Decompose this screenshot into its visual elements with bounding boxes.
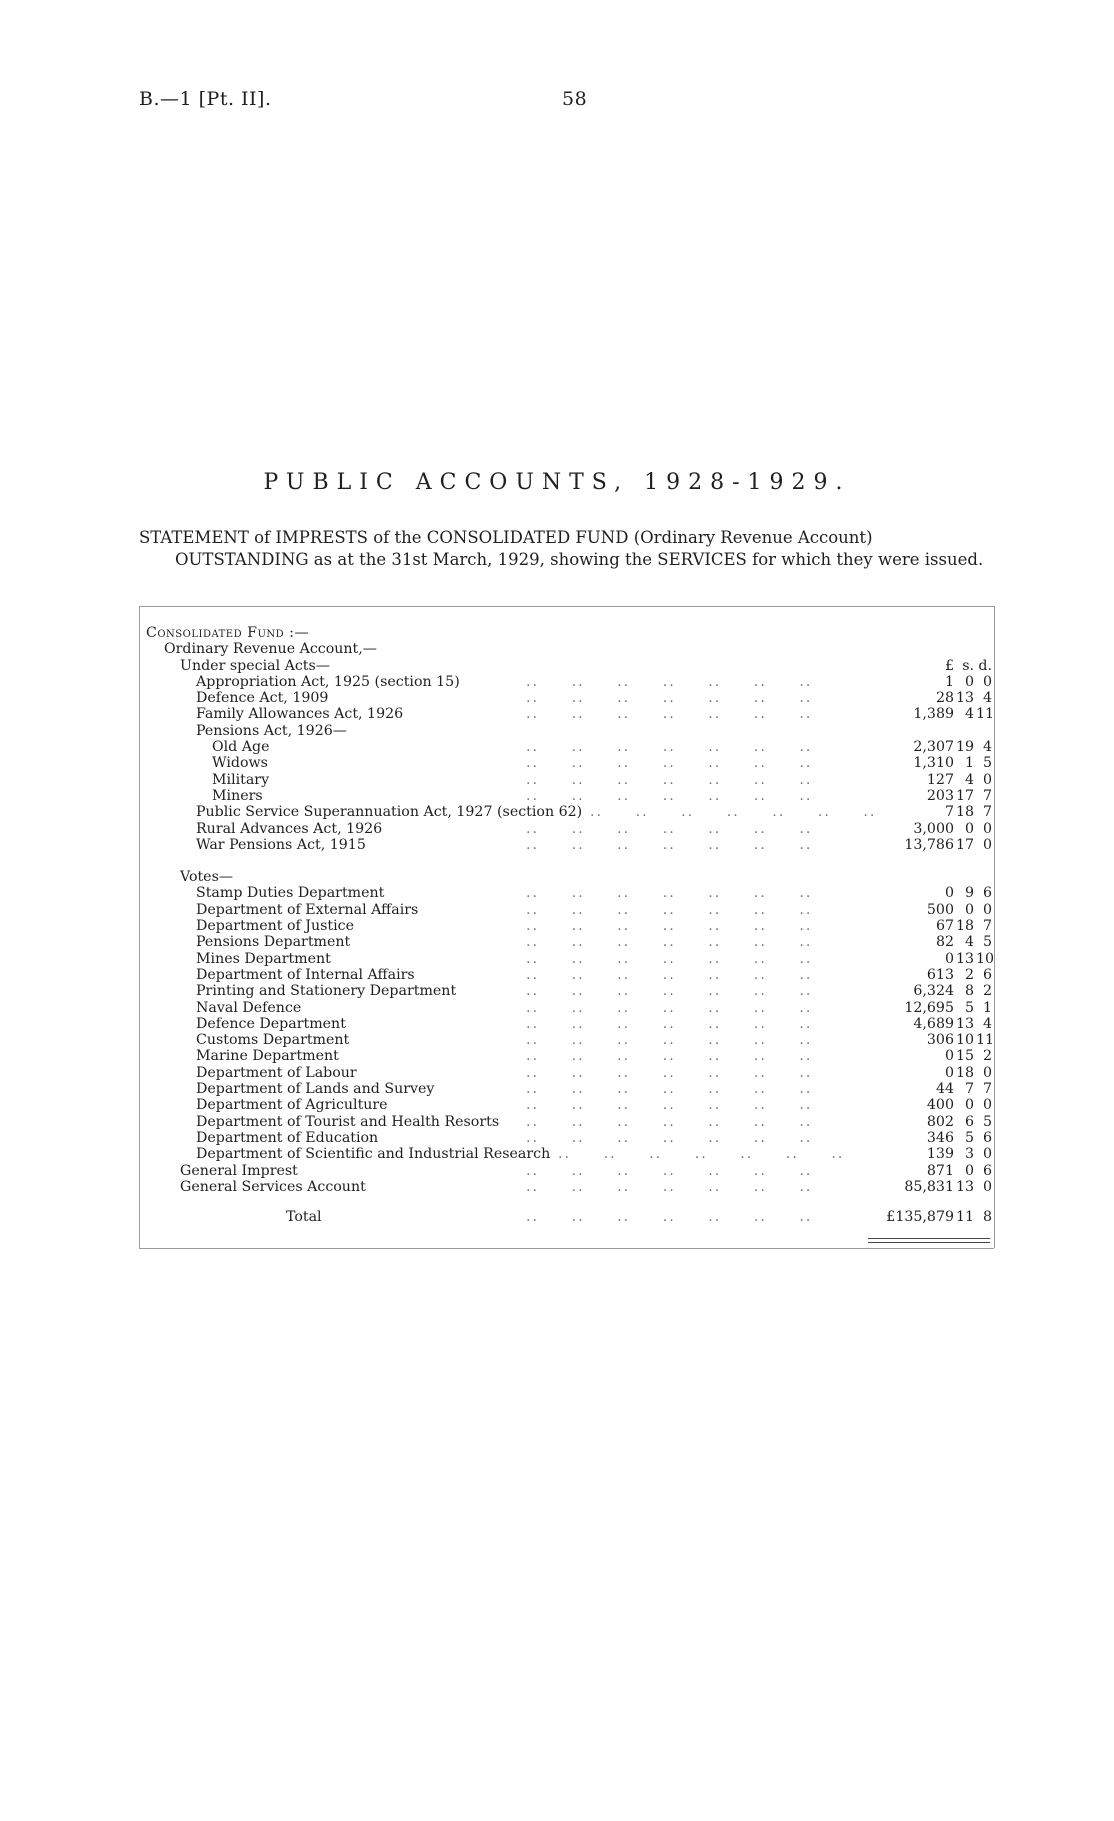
page-number: 58 [562, 88, 588, 110]
table-row [146, 739, 992, 755]
amount-pence: 0 [982, 1178, 992, 1195]
table-row [146, 934, 992, 950]
row-label: Naval Defence [196, 999, 302, 1016]
row-label: Department of Education [196, 1129, 379, 1146]
table-row [146, 1048, 992, 1064]
amount-pence: 6 [982, 966, 992, 983]
amount-pence: 4 [982, 739, 992, 756]
row-label: Stamp Duties Department [196, 885, 385, 902]
amount-pounds: 1,389 [913, 706, 954, 723]
amount-pounds: 85,831 [904, 1178, 954, 1195]
amount-pence: 0 [982, 1064, 992, 1081]
amount-pence: 6 [982, 1129, 992, 1146]
amount-pounds: 7 [944, 804, 954, 821]
row-label: Department of Internal Affairs [196, 966, 415, 983]
row-label: Printing and Stationery Department [196, 983, 457, 1000]
table-row [146, 755, 992, 771]
special-acts-heading: Under special Acts— [180, 657, 330, 674]
row-label: Public Service Superannuation Act, 1927 (section 62) [196, 804, 583, 821]
subsection-heading: Ordinary Revenue Account,— [164, 641, 377, 658]
leader-dots: .. .. .. .. .. .. .. [526, 836, 813, 853]
row-label: Rural Advances Act, 1926 [196, 820, 383, 837]
leader-dots: .. .. .. .. .. .. .. [526, 739, 813, 756]
row-label: Widows [212, 755, 268, 772]
leader-dots: .. .. .. .. .. .. .. [526, 787, 813, 804]
row-label: Department of Justice [196, 918, 354, 935]
amount-shillings: 0 [964, 901, 974, 918]
column-header-shillings: s. [962, 657, 974, 674]
row-label: Pensions Department [196, 934, 351, 951]
leader-dots: .. .. .. .. .. .. .. [526, 999, 813, 1016]
leader-dots: .. .. .. .. .. .. .. [526, 1113, 813, 1130]
leader-dots: .. .. .. .. .. .. .. [558, 1146, 845, 1163]
amount-pence: 4 [982, 1015, 992, 1032]
amount-pence: 0 [982, 673, 992, 690]
amount-shillings: 0 [964, 1162, 974, 1179]
row-label: Appropriation Act, 1925 (section 15) [196, 673, 460, 690]
row-label: War Pensions Act, 1915 [196, 836, 366, 853]
amount-shillings: 8 [964, 983, 974, 1000]
amount-shillings: 1 [964, 755, 974, 772]
leader-dots: .. .. .. .. .. .. .. [526, 690, 813, 707]
table-row [146, 902, 992, 918]
row-label: Department of Scientific and Industrial Research [196, 1146, 551, 1163]
amount-pounds: 613 [926, 966, 954, 983]
amount-pence: 0 [982, 901, 992, 918]
amount-pounds: 306 [926, 1032, 954, 1049]
leader-dots: .. .. .. .. .. .. .. [526, 771, 813, 788]
table-bottom-rule [139, 1248, 994, 1249]
table-row [146, 804, 992, 820]
amount-pence: 0 [982, 771, 992, 788]
row-label: Mines Department [196, 950, 331, 967]
amount-shillings: 4 [964, 934, 974, 951]
leader-dots: .. .. .. .. .. .. .. [526, 755, 813, 772]
section-heading: Consolidated Fund :— [146, 625, 310, 641]
row-label: Department of Labour [196, 1064, 357, 1081]
imprests-table [146, 625, 995, 1226]
amount-pence: 7 [982, 787, 992, 804]
row-label: Department of Tourist and Health Resorts [196, 1113, 500, 1130]
table-row [146, 1065, 992, 1081]
row-label: Customs Department [196, 1032, 350, 1049]
total-double-rule [868, 1238, 990, 1243]
statement-heading [139, 527, 999, 571]
amount-pence: 7 [982, 1081, 992, 1098]
table-row [146, 674, 992, 690]
amount-pence: 10 [976, 950, 995, 967]
leader-dots: .. .. .. .. .. .. .. [526, 1209, 813, 1226]
amount-shillings: 5 [964, 999, 974, 1016]
table-row [146, 983, 992, 999]
table-row [146, 1146, 992, 1162]
table-row [146, 788, 992, 804]
amount-pounds: 1,310 [913, 755, 954, 772]
table-row [146, 885, 992, 901]
table-row [146, 918, 992, 934]
leader-dots: .. .. .. .. .. .. .. [526, 820, 813, 837]
total-row [146, 1209, 992, 1225]
amount-pence: 0 [982, 1097, 992, 1114]
row-label: Department of Agriculture [196, 1097, 388, 1114]
amount-pence: 0 [982, 820, 992, 837]
column-header-pence: d. [978, 657, 992, 674]
leader-dots: .. .. .. .. .. .. .. [526, 1097, 813, 1114]
row-label: Old Age [212, 739, 270, 756]
table-row [146, 1114, 992, 1130]
amount-pence: 2 [982, 983, 992, 1000]
table-top-rule [139, 606, 994, 607]
votes-heading: Votes— [180, 869, 234, 886]
amount-pounds: 2,307 [913, 739, 954, 756]
amount-pounds: 4,689 [913, 1015, 954, 1032]
amount-pence: 1 [982, 999, 992, 1016]
leader-dots: .. .. .. .. .. .. .. [526, 1015, 813, 1032]
leader-dots: .. .. .. .. .. .. .. [526, 934, 813, 951]
amount-pounds: 802 [926, 1113, 954, 1130]
amount-shillings: 4 [964, 706, 974, 723]
table-row [146, 772, 992, 788]
amount-pounds: 3,000 [913, 820, 954, 837]
leader-dots: .. .. .. .. .. .. .. [526, 706, 813, 723]
amount-shillings: 19 [956, 739, 975, 756]
amount-shillings: 13 [956, 950, 975, 967]
total-pounds: £135,879 [886, 1209, 954, 1226]
amount-pence: 11 [976, 1032, 995, 1049]
amount-shillings: 4 [964, 771, 974, 788]
amount-pounds: 203 [926, 787, 954, 804]
amount-pence: 5 [982, 755, 992, 772]
table-row [146, 821, 992, 837]
row-label: Department of External Affairs [196, 901, 419, 918]
table-row [146, 837, 992, 853]
amount-shillings: 15 [956, 1048, 975, 1065]
leader-dots: .. .. .. .. .. .. .. [526, 1048, 813, 1065]
table-row [146, 1081, 992, 1097]
total-shillings: 11 [956, 1209, 975, 1226]
leader-dots: .. .. .. .. .. .. .. [526, 1129, 813, 1146]
amount-pounds: 0 [944, 885, 954, 902]
row-label: Defence Act, 1909 [196, 690, 329, 707]
amount-shillings: 3 [964, 1146, 974, 1163]
table-row [146, 706, 995, 723]
amount-pence: 6 [982, 885, 992, 902]
amount-shillings: 17 [956, 787, 975, 804]
amount-pounds: 0 [944, 1064, 954, 1081]
leader-dots: .. .. .. .. .. .. .. [590, 804, 877, 821]
amount-shillings: 0 [964, 1097, 974, 1114]
amount-shillings: 13 [956, 1178, 975, 1195]
amount-shillings: 0 [964, 673, 974, 690]
amount-pounds: 1 [944, 673, 954, 690]
amount-pounds: 500 [926, 901, 954, 918]
amount-shillings: 7 [964, 1081, 974, 1098]
leader-dots: .. .. .. .. .. .. .. [526, 983, 813, 1000]
amount-pounds: 28 [935, 690, 954, 707]
table-row [146, 690, 992, 706]
amount-pounds: 67 [935, 918, 954, 935]
table-row [146, 967, 992, 983]
row-label: Defence Department [196, 1015, 346, 1032]
row-label: Department of Lands and Survey [196, 1081, 435, 1098]
table-row [146, 1179, 992, 1195]
amount-pounds: 6,324 [913, 983, 954, 1000]
amount-pence: 2 [982, 1048, 992, 1065]
row-label: Military [212, 771, 270, 788]
document-reference: B.—1 [Pt. II]. [139, 88, 272, 110]
amount-shillings: 0 [964, 820, 974, 837]
amount-shillings: 13 [956, 1015, 975, 1032]
amount-shillings: 6 [964, 1113, 974, 1130]
amount-pence: 11 [976, 706, 995, 723]
amount-shillings: 17 [956, 836, 975, 853]
leader-dots: .. .. .. .. .. .. .. [526, 918, 813, 935]
amount-shillings: 18 [956, 918, 975, 935]
amount-pounds: 13,786 [904, 836, 954, 853]
row-label: Marine Department [196, 1048, 339, 1065]
table-row [146, 1016, 992, 1032]
amount-pence: 0 [982, 836, 992, 853]
leader-dots: .. .. .. .. .. .. .. [526, 1032, 813, 1049]
leader-dots: .. .. .. .. .. .. .. [526, 1162, 813, 1179]
amount-pounds: 82 [935, 934, 954, 951]
column-header-pounds: £ [944, 657, 954, 674]
total-label: Total [286, 1209, 322, 1226]
table-row [146, 1097, 992, 1113]
statement-line-2: OUTSTANDING as at the 31st March, 1929, showing the SERVICES for which they were issued. [175, 550, 984, 569]
statement-line-1: STATEMENT of IMPRESTS of the CONSOLIDATED FUND (Ordinary Revenue Account) [139, 528, 873, 547]
table-row [146, 950, 995, 967]
amount-pence: 6 [982, 1162, 992, 1179]
leader-dots: .. .. .. .. .. .. .. [526, 1081, 813, 1098]
leader-dots: .. .. .. .. .. .. .. [526, 1178, 813, 1195]
amount-pounds: 127 [926, 771, 954, 788]
amount-pence: 5 [982, 1113, 992, 1130]
amount-shillings: 18 [956, 804, 975, 821]
amount-shillings: 9 [964, 885, 974, 902]
amount-pounds: 400 [926, 1097, 954, 1114]
row-label: General Services Account [180, 1178, 366, 1195]
amount-shillings: 18 [956, 1064, 975, 1081]
amount-pence: 7 [982, 918, 992, 935]
amount-pence: 0 [982, 1146, 992, 1163]
leader-dots: .. .. .. .. .. .. .. [526, 1064, 813, 1081]
amount-pounds: 12,695 [904, 999, 954, 1016]
leader-dots: .. .. .. .. .. .. .. [526, 950, 813, 967]
amount-shillings: 5 [964, 1129, 974, 1146]
table-row [146, 1000, 992, 1016]
pensions-heading: Pensions Act, 1926— [196, 722, 347, 739]
leader-dots: .. .. .. .. .. .. .. [526, 966, 813, 983]
amount-pence: 5 [982, 934, 992, 951]
table-row [146, 1163, 992, 1179]
amount-shillings: 2 [964, 966, 974, 983]
amount-pounds: 139 [926, 1146, 954, 1163]
table-row [146, 1032, 995, 1049]
leader-dots: .. .. .. .. .. .. .. [526, 901, 813, 918]
amount-pence: 4 [982, 690, 992, 707]
row-label: Family Allowances Act, 1926 [196, 706, 404, 723]
amount-pounds: 0 [944, 950, 954, 967]
amount-pounds: 0 [944, 1048, 954, 1065]
leader-dots: .. .. .. .. .. .. .. [526, 673, 813, 690]
amount-pounds: 871 [926, 1162, 954, 1179]
amount-pence: 7 [982, 804, 992, 821]
amount-pounds: 44 [935, 1081, 954, 1098]
row-label: Miners [212, 787, 263, 804]
leader-dots: .. .. .. .. .. .. .. [526, 885, 813, 902]
amount-pounds: 346 [926, 1129, 954, 1146]
row-label: General Imprest [180, 1162, 298, 1179]
page-title: PUBLIC ACCOUNTS, 1928-1929. [263, 470, 851, 495]
total-pence: 8 [982, 1209, 992, 1226]
amount-shillings: 13 [956, 690, 975, 707]
amount-shillings: 10 [956, 1032, 975, 1049]
table-row [146, 1130, 992, 1146]
